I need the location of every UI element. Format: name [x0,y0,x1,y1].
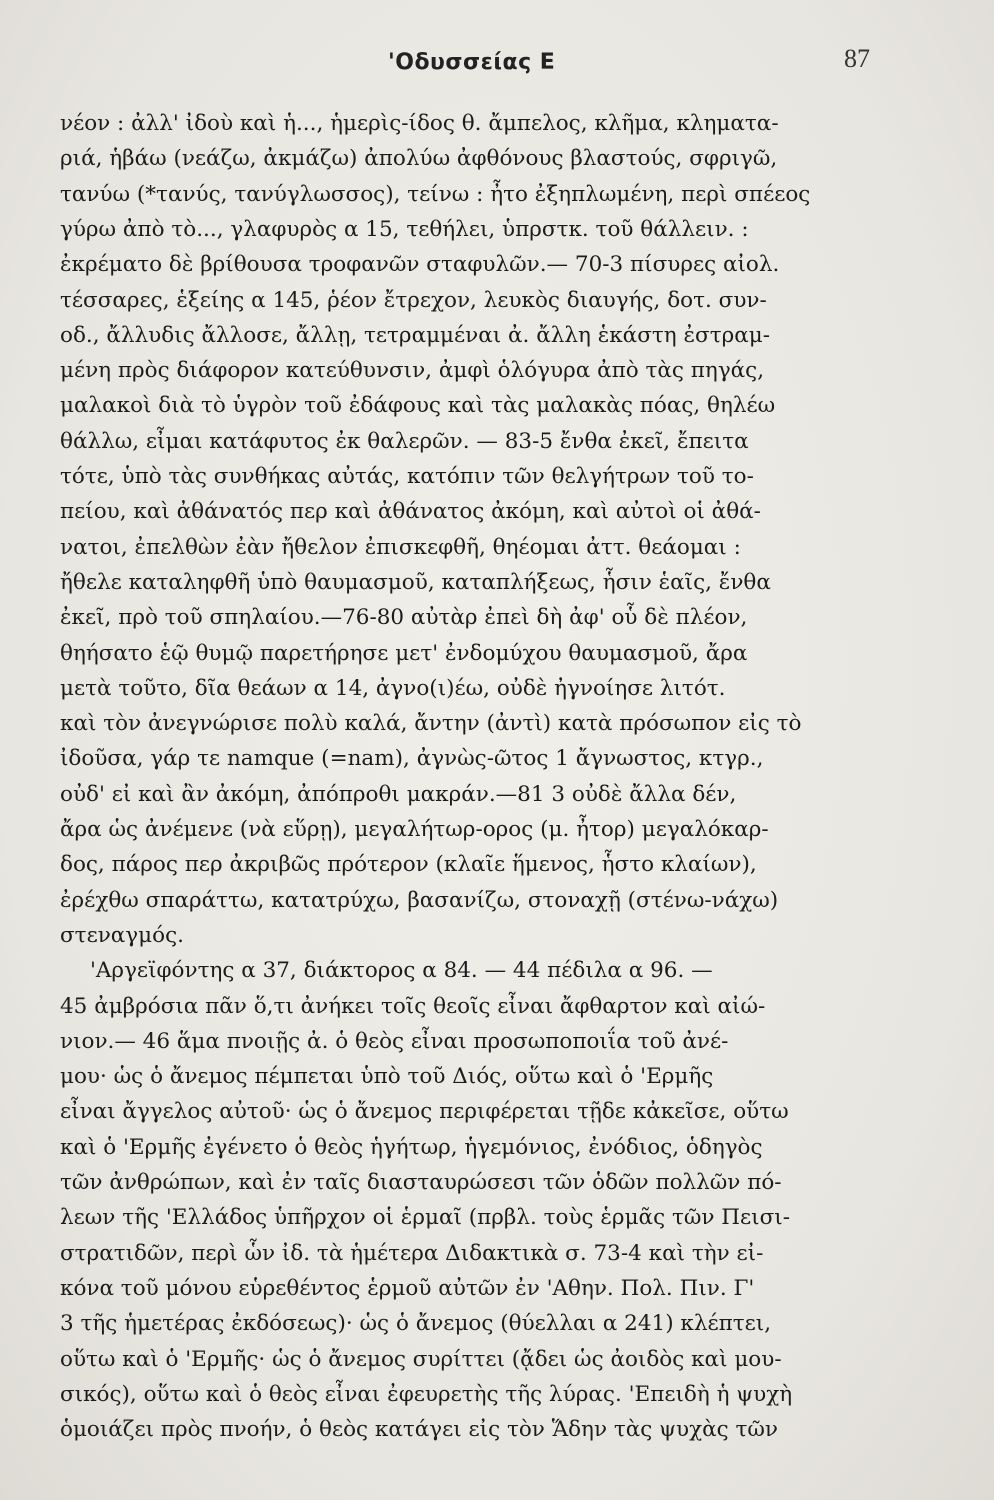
text-line: τῶν ἀνθρώπων, καὶ ἐν ταῖς διασταυρώσεσι τῶν ὁδῶν πολλῶν πό- [60,1170,782,1195]
text-line: νέον : ἀλλ' ἰδοὺ καὶ ἡ..., ἡμερὶς-ίδος θ. ἄμπελος, κλῆμα, κληματα- [60,111,779,136]
text-line: μου· ὡς ὁ ἄνεμος πέμπεται ὑπὸ τοῦ Διός, οὕτω καὶ ὁ 'Ερμῆς [60,1064,714,1090]
text-line: στρατιδῶν, περὶ ὧν ἰδ. τὰ ἡμέτερα Διδακτικὰ σ. 73-4 καὶ τὴν εἰ- [60,1240,764,1266]
text-line: νατοι, ἐπελθὼν ἐὰν ἤθελον ἐπισκεφθῆ, θηέομαι ἀττ. θεάομαι : [60,534,741,560]
text-line: τότε, ὑπὸ τὰς συνθήκας αὐτάς, κατόπιν τῶν θελγήτρων τοῦ το- [60,464,754,489]
text-line: ἰδοῦσα, γάρ τε namque (=nam), ἀγνὼς-ῶτος 1 ἄγνωστος, κτγρ., [60,746,764,772]
page-header [0,44,994,84]
text-line: ριά, ἡβάω (νεάζω, ἀκμάζω) ἀπολύω ἀφθόνους βλαστούς, σφριγῶ, [60,146,778,172]
text-line: ἐκρέματο δὲ βρίθουσα τροφανῶν σταφυλῶν.— 70-3 πίσυρες αἰολ. [60,252,780,278]
text-line: ἄρα ὡς ἀνέμενε (νὰ εὕρῃ), μεγαλήτωρ-ορος (μ. ἦτορ) μεγαλόκαρ- [60,817,769,842]
text-line: εἶναι ἄγγελος αὐτοῦ· ὡς ὁ ἄνεμος περιφέρεται τῇδε κἀκεῖσε, οὕτω [60,1099,789,1125]
text-line: λεων τῆς 'Ελλάδος ὑπῆρχον οἱ ἑρμαῖ (πρβλ. τοὺς ἑρμᾶς τῶν Πεισι- [60,1205,790,1231]
text-line: ἤθελε καταληφθῆ ὑπὸ θαυμασμοῦ, καταπλήξεως, ἧσιν ἑαῖς, ἔνθα [60,569,771,595]
text-line: γύρω ἀπὸ τὸ..., γλαφυρὸς α 15, τεθήλει, ὑπρστκ. τοῦ θάλλειν. : [60,216,749,242]
text-line: μένη πρὸς διάφορον κατεύθυνσιν, ἀμφὶ ὁλόγυρα ἀπὸ τὰς πηγάς, [60,358,765,384]
text-line: κόνα τοῦ μόνου εὑρεθέντος ἑρμοῦ αὐτῶν ἐν 'Αθην. Πολ. Πιν. Γ' [60,1275,755,1301]
text-line: στεναγμός. [60,922,184,948]
running-title: 'Οδυσσείας Ε [388,50,556,75]
text-line: ὁμοιάζει πρὸς πνοήν, ὁ θεὸς κατάγει εἰς τὸν Ἅδην τὰς ψυχὰς τῶν [60,1417,778,1443]
text-line: θηήσατο ἑῷ θυμῷ παρετήρησε μετ' ἐνδομύχου θαυμασμοῦ, ἄρα [60,640,748,666]
text-line: τανύω (*τανύς, τανύγλωσσος), τείνω : ἦτο ἐξηπλωμένη, περὶ σπέεος [60,181,811,207]
text-line: μετὰ τοῦτο, δῖα θεάων α 14, ἀγνο(ι)έω, οὐδὲ ἠγνοίησε λιτότ. [60,675,726,701]
text-line: οὕτω καὶ ὁ 'Ερμῆς· ὡς ὁ ἄνεμος συρίττει (ᾄδει ὡς ἀοιδὸς καὶ μου- [60,1346,782,1372]
page-number: 87 [844,44,870,73]
text-line: οὐδ' εἰ καὶ ἂν ἀκόμη, ἀπόπροθι μακράν.—81 3 οὐδὲ ἄλλα δέν, [60,781,737,807]
text-line: καὶ ὁ 'Ερμῆς ἐγένετο ὁ θεὸς ἡγήτωρ, ἡγεμόνιος, ἐνόδιος, ὁδηγὸς [60,1134,763,1160]
text-line: 'Αργεϊφόντης α 37, διάκτορος α 84. — 44 πέδιλα α 96. — [90,958,713,984]
text-line: οδ., ἄλλυδις ἄλλοσε, ἄλλῃ, τετραμμέναι ἀ. ἄλλη ἑκάστη ἐστραμ- [60,322,770,348]
text-line: 45 ἀμβρόσια πᾶν ὅ,τι ἀνήκει τοῖς θεοῖς εἶναι ἄφθαρτον καὶ αἰώ- [60,993,766,1019]
text-line: καὶ τὸν ἀνεγνώρισε πολὺ καλά, ἄντην (ἀντὶ) κατὰ πρόσωπον εἰς τὸ [60,711,802,737]
text-line: ἐκεῖ, πρὸ τοῦ σπηλαίου.—76-80 αὐτὰρ ἐπεὶ δὴ ἀφ' οὗ δὲ πλέον, [60,605,748,631]
text-line: ἐρέχθω σπαράττω, κατατρύχω, βασανίζω, στοναχῇ (στένω-νάχω) [60,887,779,913]
text-line: νιον.— 46 ἅμα πνοιῇς ἀ. ὁ θεὸς εἶναι προσωποποιΐα τοῦ ἀνέ- [60,1028,729,1054]
text-line: δος, πάρος περ ἀκριβῶς πρότερον (κλαῖε ἥμενος, ἧστο κλαίων), [60,852,757,878]
text-line: πείου, καὶ ἀθάνατός περ καὶ ἀθάνατος ἀκόμη, καὶ αὐτοὶ οἱ ἀθά- [60,499,761,525]
text-line: μαλακοὶ διὰ τὸ ὑγρὸν τοῦ ἐδάφους καὶ τὰς μαλακὰς πόας, θηλέω [60,393,776,419]
text-line: θάλλω, εἶμαι κατάφυτος ἐκ θαλερῶν. — 83-5 ἔνθα ἐκεῖ, ἔπειτα [60,428,749,454]
text-line: 3 τῆς ἡμετέρας ἐκδόσεως)· ὡς ὁ ἄνεμος (θύελλαι α 241) κλέπτει, [60,1311,772,1337]
text-line: τέσσαρες, ἑξείης α 145, ῥέον ἔτρεχον, λευκὸς διαυγής, δοτ. συν- [60,287,767,313]
text-line: σικός), οὕτω καὶ ὁ θεὸς εἶναι ἐφευρετὴς τῆς λύρας. 'Επειδὴ ἡ ψυχὴ [60,1381,793,1407]
